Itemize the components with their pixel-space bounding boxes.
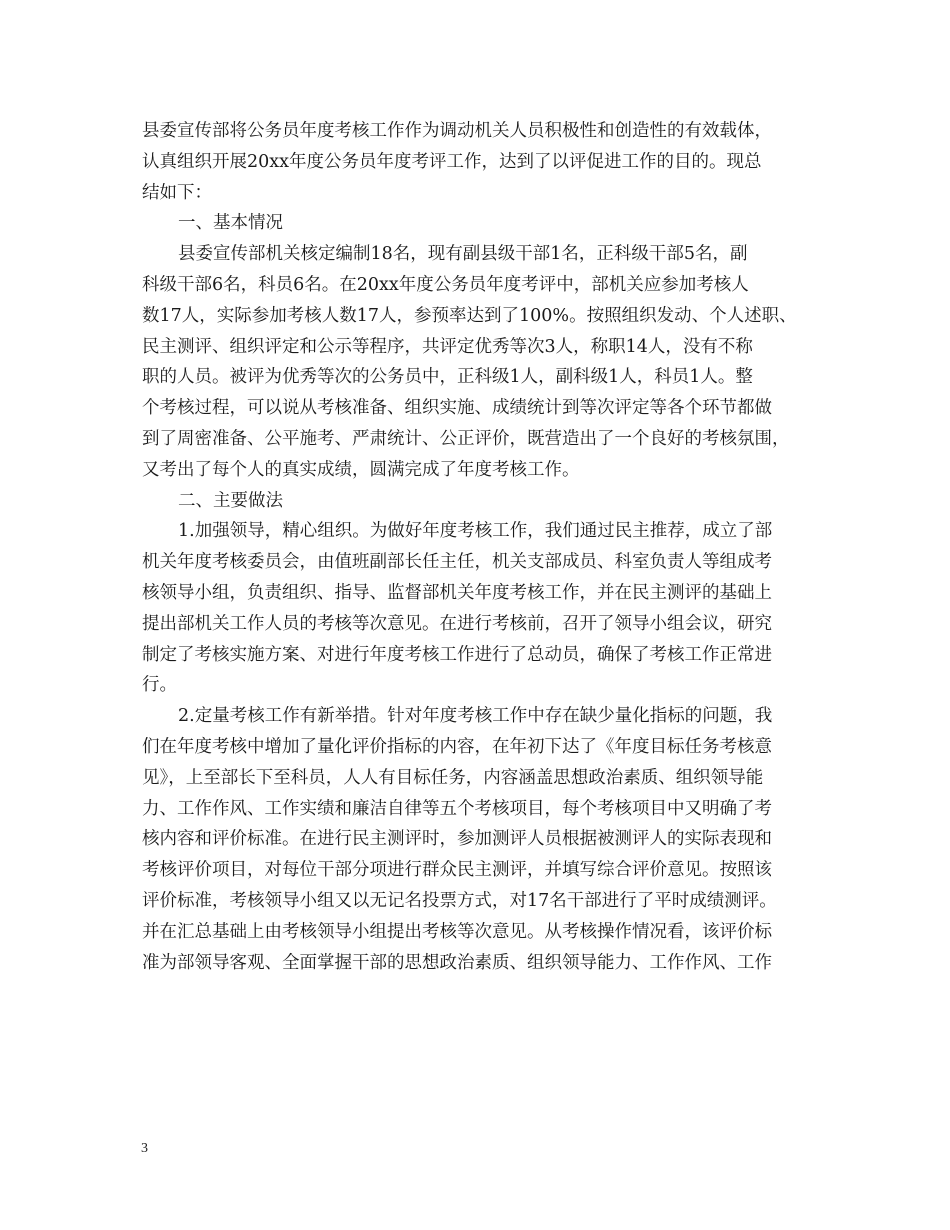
text-line: 县委宣传部机关核定编制18名，现有副县级干部1名，正科级干部5名，副 bbox=[178, 244, 748, 265]
text-line: 认真组织开展20xx年度公务员年度考评工作，达到了以评促进工作的目的。现总 bbox=[142, 151, 762, 172]
text-line: 核领导小组，负责组织、指导、监督部机关年度考核工作，并在民主测评的基础上 bbox=[142, 582, 772, 603]
text-line: 们在年度考核中增加了量化评价指标的内容，在年初下达了《年度目标任务考核意 bbox=[142, 736, 772, 757]
text-line: 提出部机关工作人员的考核等次意见。在进行考核前，召开了领导小组会议，研究 bbox=[142, 613, 772, 634]
text-line: 个考核过程，可以说从考核准备、组织实施、成绩统计到等次评定等各个环节都做 bbox=[142, 398, 772, 419]
text-line: 又考出了每个人的真实成绩，圆满完成了年度考核工作。 bbox=[142, 459, 580, 480]
text-line: 考核评价项目，对每位干部分项进行群众民主测评，并填写综合评价意见。按照该 bbox=[142, 860, 772, 881]
text-line: 力、工作作风、工作实绩和廉洁自律等五个考核项目，每个考核项目中又明确了考 bbox=[142, 798, 772, 819]
text-line: 到了周密准备、公平施考、严肃统计、公正评价，既营造出了一个良好的考核氛围， bbox=[142, 428, 790, 449]
text-line: 准为部领导客观、全面掌握干部的思想政治素质、组织领导能力、工作作风、工作 bbox=[142, 952, 772, 973]
document-body bbox=[142, 116, 822, 978]
text-line: 机关年度考核委员会，由值班副部长任主任，机关支部成员、科室负责人等组成考 bbox=[142, 552, 772, 573]
text-line: 2.定量考核工作有新举措。针对年度考核工作中存在缺少量化指标的问题，我 bbox=[178, 706, 773, 727]
page-number: 3 bbox=[141, 1141, 148, 1156]
text-line: 见》，上至部长下至科员，人人有目标任务，内容涵盖思想政治素质、组织领导能 bbox=[142, 767, 764, 788]
text-line: 核内容和评价标准。在进行民主测评时，参加测评人员根据被测评人的实际表现和 bbox=[142, 829, 772, 850]
text-line: 职的人员。被评为优秀等次的公务员中，正科级1人，副科级1人，科员1人。整 bbox=[142, 367, 753, 388]
text-line: 科级干部6名，科员6名。在20xx年度公务员年度考评中，部机关应参加考核人 bbox=[142, 274, 749, 295]
text-line: 结如下： bbox=[142, 182, 212, 203]
text-line: 县委宣传部将公务员年度考核工作作为调动机关人员积极性和创造性的有效载体， bbox=[142, 121, 772, 141]
text-line: 一、基本情况 bbox=[178, 213, 283, 234]
text-line: 1.加强领导，精心组织。为做好年度考核工作，我们通过民主推荐，成立了部 bbox=[178, 521, 773, 542]
text-line: 评价标准，考核领导小组又以无记名投票方式，对17名干部进行了平时成绩测评。 bbox=[142, 890, 777, 911]
text-line: 数17人，实际参加考核人数17人，参预率达到了100%。按照组织发动、个人述职、 bbox=[142, 305, 797, 326]
text-line: 并在汇总基础上由考核领导小组提出考核等次意见。从考核操作情况看，该评价标 bbox=[142, 921, 772, 942]
text-line: 民主测评、组织评定和公示等程序，共评定优秀等次3人，称职14人，没有不称 bbox=[142, 336, 753, 357]
text-line: 制定了考核实施方案、对进行年度考核工作进行了总动员，确保了考核工作正常进 bbox=[142, 644, 772, 665]
text-line: 行。 bbox=[142, 675, 177, 696]
text-line: 二、主要做法 bbox=[178, 490, 283, 511]
